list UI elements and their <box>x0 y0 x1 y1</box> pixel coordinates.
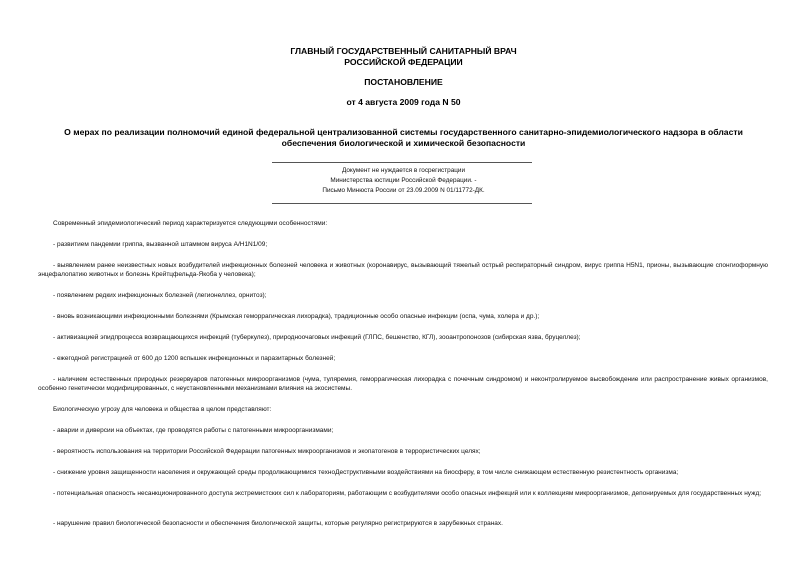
registration-note-line-3: Письмо Минюста России от 23.09.2009 N 01/11772-ДК. <box>322 187 485 194</box>
document-title-line-2: обеспечения биологической и химической безопасности <box>281 138 526 148</box>
document-date-number: от 4 августа 2009 года N 50 <box>346 97 461 107</box>
paragraph: - выявлением ранее неизвестных новых возбудителей инфекционных болезней человека и животных (коронавирус, вызывающий тяжелый острый респираторный синдром, вирус гриппа H5N1, прионы, вызывающие спонгиоформную энцефалопатию животных и болезнь Крейтцфельда-Якоба у человека); <box>38 262 768 278</box>
paragraph: - активизацией эпидпроцесса возвращающихся инфекций (туберкулез), природноочаговых инфекций (ГЛПС, бешенство, КГЛ), зооантропонозов (сибирская язва, бруцеллез); <box>53 334 581 341</box>
paragraph: Современный эпидемиологический период характеризуется следующими особенностями: <box>53 220 328 227</box>
paragraph: - наличием естественных природных резервуаров патогенных микроорганизмов (чума, туляремия, геморрагическая лихорадка с почечным синдромом) и неконтролируемое высвобождение или распространение живых организмов, особенно генетически модифицированных, с неустановленными механизмами влияния на экосистемы. <box>38 376 768 392</box>
paragraph: - потенциальная опасность несанкционированного доступа экстремистских сил к лабораториям, работающим с возбудителями особо опасных инфекций или к коллекциям микроорганизмов, депонируемых для государственных нужд; <box>53 490 762 497</box>
note-bottom-rule <box>272 203 532 204</box>
document-type: ПОСТАНОВЛЕНИЕ <box>364 77 443 87</box>
paragraph: - снижение уровня защищенности населения и окружающей среды продолжающимися техноДеструктивными воздействиями на биосферу, в том числе снижающем естественную резистентность организма; <box>53 469 679 476</box>
paragraph: - вновь возникающими инфекционными болезнями (Крымская геморрагическая лихорадка), традиционные особо опасные инфекции (оспа, чума, холера и др.); <box>53 313 540 320</box>
note-top-rule <box>272 162 532 163</box>
paragraph: - вероятность использования на территории Российской Федерации патогенных микроорганизмов и экопатогенов в террористических целях; <box>53 448 481 455</box>
paragraph: - аварии и диверсии на объектах, где проводятся работы с патогенными микроорганизмами; <box>53 427 334 434</box>
paragraph: - нарушение правил биологической безопасности и обеспечения биологической защиты, которые регулярно регистрируются в зарубежных странах. <box>53 520 503 527</box>
paragraph: Биологическую угрозу для человека и общества в целом представляют: <box>53 406 272 413</box>
issuer-line-1: ГЛАВНЫЙ ГОСУДАРСТВЕННЫЙ САНИТАРНЫЙ ВРАЧ <box>290 46 517 56</box>
registration-note-line-1: Документ не нуждается в госрегистрации <box>341 167 466 174</box>
paragraph: - развитием пандемии гриппа, вызванной штаммом вируса A/H1N1/09; <box>53 241 268 248</box>
registration-note-line-2: Министерства юстиции Российской Федерации. - <box>330 177 477 184</box>
paragraph: - появлением редких инфекционных болезней (легионеллез, орнитоз); <box>53 292 267 299</box>
issuer-line-2: РОССИЙСКОЙ ФЕДЕРАЦИИ <box>344 57 463 67</box>
paragraph: - ежегодной регистрацией от 600 до 1200 вспышек инфекционных и паразитарных болезней; <box>53 355 336 362</box>
document-title-line-1: О мерах по реализации полномочий единой федеральной централизованной системы государственного санитарно-эпидемиологического надзора в области <box>64 127 743 137</box>
